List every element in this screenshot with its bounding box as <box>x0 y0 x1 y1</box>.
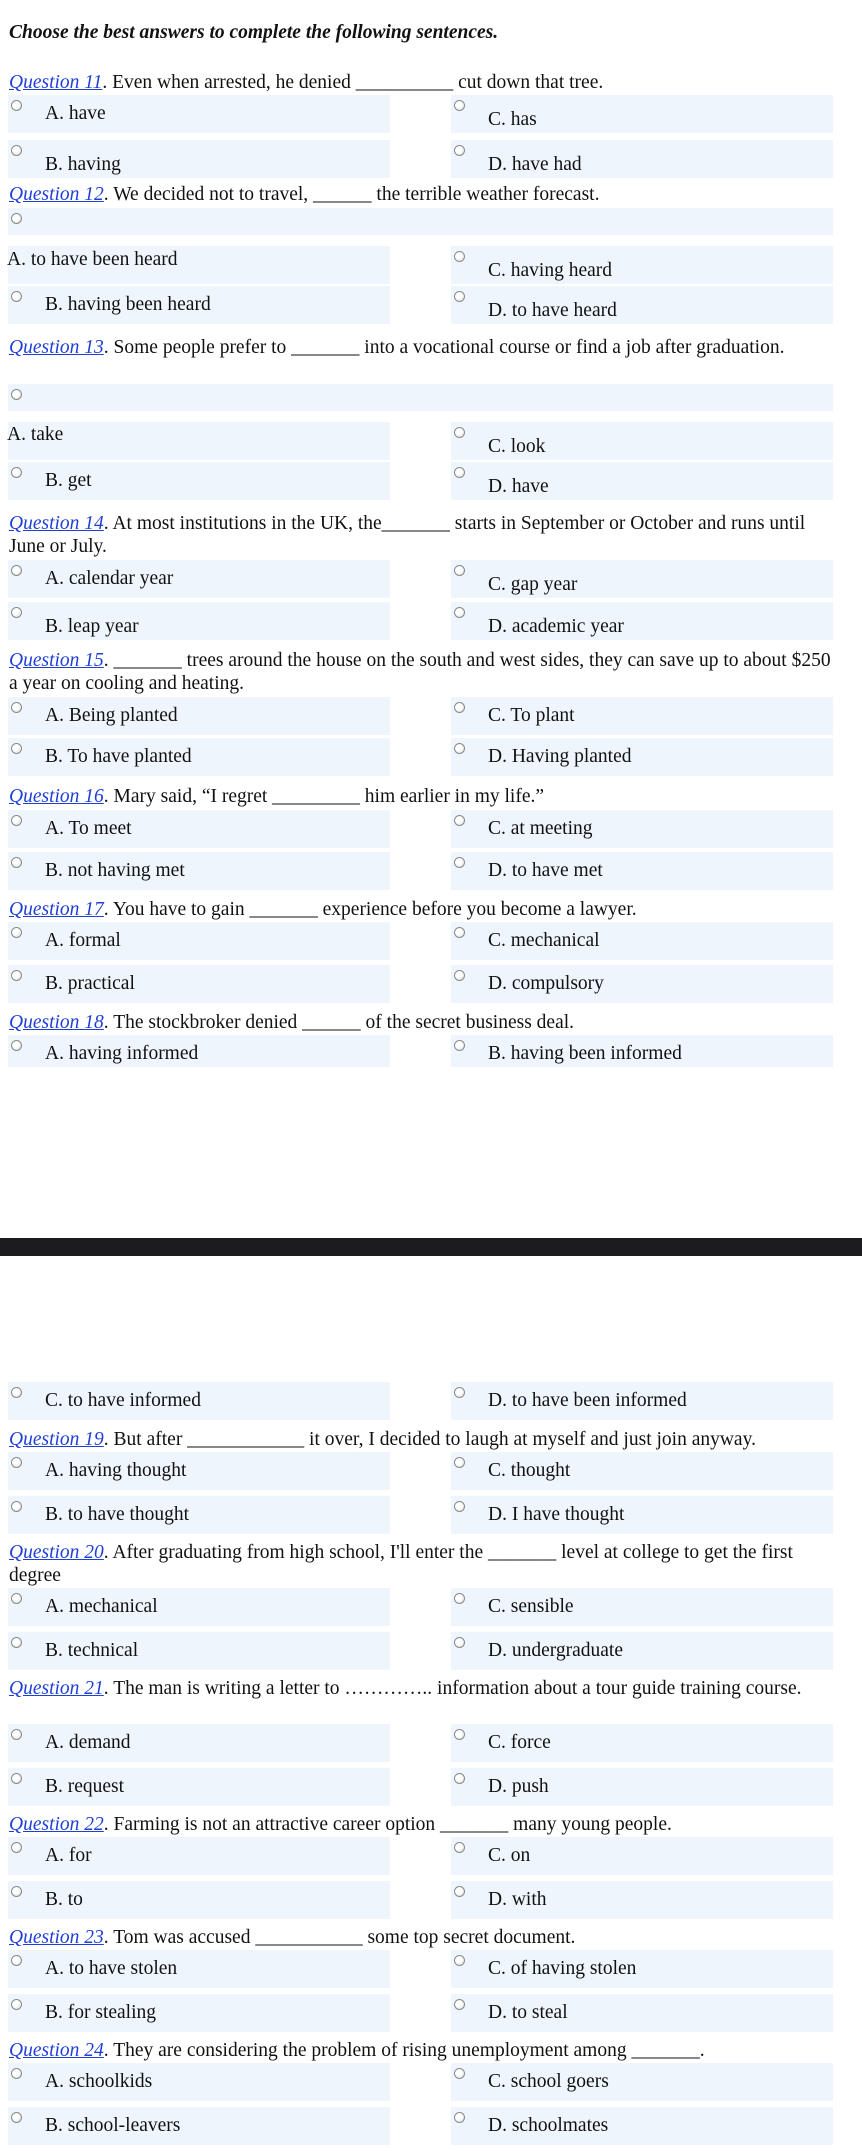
question-15-link[interactable]: Question 15 <box>9 650 104 671</box>
question-16 <box>9 785 839 808</box>
radio-19b[interactable] <box>11 1501 22 1512</box>
option-19d[interactable] <box>451 1496 833 1534</box>
option-14a[interactable] <box>8 560 390 598</box>
option-19a[interactable] <box>8 1452 390 1490</box>
option-18c-label: C. to have informed <box>45 1390 201 1411</box>
question-12-text: . We decided not to travel, ______ the terrible weather forecast. <box>103 184 600 205</box>
radio-17c[interactable] <box>454 927 465 938</box>
question-14 <box>9 512 839 558</box>
radio-14a[interactable] <box>11 565 22 576</box>
option-11d-label: D. have had <box>488 154 582 175</box>
option-23a-label: A. to have stolen <box>45 1958 178 1979</box>
option-14d[interactable] <box>451 602 833 640</box>
radio-24c[interactable] <box>454 2068 465 2079</box>
option-16c[interactable] <box>451 810 833 848</box>
question-17-text: . You have to gain _______ experience before you become a lawyer. <box>103 899 637 920</box>
radio-18d[interactable] <box>454 1387 465 1398</box>
question-12-link[interactable]: Question 12 <box>9 184 104 205</box>
option-22a-label: A. for <box>45 1845 92 1866</box>
radio-13c[interactable] <box>454 427 465 438</box>
radio-18c[interactable] <box>11 1387 22 1398</box>
option-23a[interactable] <box>8 1950 390 1988</box>
option-13d[interactable] <box>451 462 833 500</box>
option-13b-label: B. get <box>45 470 92 491</box>
radio-13d[interactable] <box>454 467 465 478</box>
radio-19c[interactable] <box>454 1457 465 1468</box>
radio-22a[interactable] <box>11 1842 22 1853</box>
radio-21c[interactable] <box>454 1729 465 1740</box>
option-17a[interactable] <box>8 922 390 960</box>
question-17 <box>9 898 839 921</box>
radio-20d[interactable] <box>454 1637 465 1648</box>
radio-15c[interactable] <box>454 702 465 713</box>
option-23c-label: C. of having stolen <box>488 1958 637 1979</box>
question-18-link[interactable]: Question 18 <box>9 1012 104 1033</box>
radio-19a[interactable] <box>11 1457 22 1468</box>
option-20c[interactable] <box>451 1588 833 1626</box>
option-24d[interactable] <box>451 2107 833 2145</box>
radio-20c[interactable] <box>454 1593 465 1604</box>
option-14a-label: A. calendar year <box>45 568 174 589</box>
option-12b-label: B. having been heard <box>45 294 211 315</box>
option-17d[interactable] <box>451 965 833 1003</box>
option-20b[interactable] <box>8 1632 390 1670</box>
question-18 <box>9 1011 839 1034</box>
question-17-link[interactable]: Question 17 <box>9 899 104 920</box>
question-11 <box>9 71 839 94</box>
radio-17d[interactable] <box>454 970 465 981</box>
option-22b[interactable] <box>8 1881 390 1919</box>
option-12a-row[interactable] <box>8 246 390 284</box>
question-19-link[interactable]: Question 19 <box>9 1429 104 1450</box>
radio-14d[interactable] <box>454 607 465 618</box>
option-24a-label: A. schoolkids <box>45 2071 153 2092</box>
option-12d[interactable] <box>451 286 833 324</box>
option-18d-label: D. to have been informed <box>488 1390 687 1411</box>
radio-22b[interactable] <box>11 1886 22 1897</box>
option-23c[interactable] <box>451 1950 833 1988</box>
option-11a-label: A. have <box>45 103 106 124</box>
question-15-text: . _______ trees around the house on the south and west sides, they can save up to about $250 a year on cooling and heating. <box>9 650 831 694</box>
option-21a-label: A. demand <box>45 1732 131 1753</box>
question-23 <box>9 1926 839 1949</box>
radio-11c[interactable] <box>454 100 465 111</box>
radio-11b[interactable] <box>11 145 22 156</box>
option-22b-label: B. to <box>45 1889 83 1910</box>
radio-12b[interactable] <box>11 291 22 302</box>
option-13d-label: D. have <box>488 476 549 497</box>
radio-13a[interactable] <box>11 389 22 400</box>
option-15d-label: D. Having planted <box>488 746 632 767</box>
question-21-link[interactable]: Question 21 <box>9 1678 104 1699</box>
question-22-text: . Farming is not an attractive career option _______ many young people. <box>103 1814 672 1835</box>
question-20-text: . After graduating from high school, I'll enter the _______ level at college to get the first degree <box>9 1542 793 1586</box>
option-21b-label: B. request <box>45 1776 125 1797</box>
radio-20a[interactable] <box>11 1593 22 1604</box>
radio-15a[interactable] <box>11 702 22 713</box>
option-15d[interactable] <box>451 738 833 776</box>
option-15b-label: B. To have planted <box>45 746 192 767</box>
option-16b-label: B. not having met <box>45 860 185 881</box>
radio-14b[interactable] <box>11 607 22 618</box>
option-11d[interactable] <box>451 140 833 178</box>
option-13a[interactable] <box>8 384 833 411</box>
question-13-text: . Some people prefer to _______ into a vocational course or find a job after graduation. <box>103 337 785 358</box>
radio-12c[interactable] <box>454 251 465 262</box>
question-14-link[interactable]: Question 14 <box>9 513 104 534</box>
question-24-link[interactable]: Question 24 <box>9 2040 104 2061</box>
option-15a[interactable] <box>8 697 390 735</box>
option-15b[interactable] <box>8 738 390 776</box>
option-20c-label: C. sensible <box>488 1596 574 1617</box>
radio-23c[interactable] <box>454 1955 465 1966</box>
radio-22c[interactable] <box>454 1842 465 1853</box>
radio-18b[interactable] <box>454 1040 465 1051</box>
question-21 <box>9 1677 839 1700</box>
question-11-text: . Even when arrested, he denied __________ cut down that tree. <box>102 72 604 93</box>
option-19b-label: B. to have thought <box>45 1504 190 1525</box>
option-19b[interactable] <box>8 1496 390 1534</box>
radio-16d[interactable] <box>454 857 465 868</box>
option-21c-label: C. force <box>488 1732 551 1753</box>
option-11a[interactable] <box>8 95 390 133</box>
radio-15d[interactable] <box>454 743 465 754</box>
option-18b[interactable] <box>451 1035 833 1067</box>
radio-11d[interactable] <box>454 145 465 156</box>
question-11-link[interactable]: Question 11 <box>9 72 103 93</box>
option-19c-label: C. thought <box>488 1460 571 1481</box>
option-22d-label: D. with <box>488 1889 547 1910</box>
option-21a[interactable] <box>8 1724 390 1762</box>
radio-24a[interactable] <box>11 2068 22 2079</box>
option-24d-label: D. schoolmates <box>488 2115 609 2136</box>
option-11b[interactable] <box>8 140 390 178</box>
option-11b-label: B. having <box>45 154 121 175</box>
option-21c[interactable] <box>451 1724 833 1762</box>
question-24 <box>9 2039 839 2062</box>
option-17b-label: B. practical <box>45 973 135 994</box>
option-22c[interactable] <box>451 1837 833 1875</box>
radio-22d[interactable] <box>454 1886 465 1897</box>
option-17c-label: C. mechanical <box>488 930 600 951</box>
radio-21b[interactable] <box>11 1773 22 1784</box>
option-24c[interactable] <box>451 2063 833 2101</box>
question-23-text: . Tom was accused ___________ some top secret document. <box>103 1927 576 1948</box>
radio-23d[interactable] <box>454 1999 465 2010</box>
radio-23a[interactable] <box>11 1955 22 1966</box>
option-18c[interactable] <box>8 1382 390 1420</box>
option-13a-row[interactable] <box>8 422 390 460</box>
radio-21a[interactable] <box>11 1729 22 1740</box>
option-11c-label: C. has <box>488 109 537 130</box>
question-13-link[interactable]: Question 13 <box>9 337 104 358</box>
option-23d[interactable] <box>451 1994 833 2032</box>
question-14-text: . At most institutions in the UK, the_______ starts in September or October and runs until June or July. <box>9 513 806 557</box>
option-12a[interactable] <box>8 208 833 235</box>
option-12a-label: A. to have been heard <box>7 249 178 270</box>
option-23b-label: B. for stealing <box>45 2002 157 2023</box>
option-14d-label: D. academic year <box>488 616 624 637</box>
option-20b-label: B. technical <box>45 1640 139 1661</box>
option-24b-label: B. school-leavers <box>45 2115 181 2136</box>
radio-13b[interactable] <box>11 467 22 478</box>
option-20d-label: D. undergraduate <box>488 1640 624 1661</box>
radio-21d[interactable] <box>454 1773 465 1784</box>
question-13 <box>9 336 839 359</box>
radio-16b[interactable] <box>11 857 22 868</box>
radio-18a[interactable] <box>11 1040 22 1051</box>
question-15 <box>9 649 839 695</box>
option-18a[interactable] <box>8 1035 390 1067</box>
option-17c[interactable] <box>451 922 833 960</box>
question-18-text: . The stockbroker denied ______ of the secret business deal. <box>103 1012 575 1033</box>
option-19d-label: D. I have thought <box>488 1504 625 1525</box>
option-15a-label: A. Being planted <box>45 705 178 726</box>
option-16d-label: D. to have met <box>488 860 603 881</box>
question-22-link[interactable]: Question 22 <box>9 1814 104 1835</box>
question-22 <box>9 1813 839 1836</box>
option-23b[interactable] <box>8 1994 390 2032</box>
page-break-divider <box>0 1238 862 1256</box>
option-12d-label: D. to have heard <box>488 300 617 321</box>
radio-23b[interactable] <box>11 1999 22 2010</box>
option-22a[interactable] <box>8 1837 390 1875</box>
option-20a[interactable] <box>8 1588 390 1626</box>
option-18d[interactable] <box>451 1382 833 1420</box>
option-12b[interactable] <box>8 286 390 324</box>
option-17a-label: A. formal <box>45 930 121 951</box>
option-13b[interactable] <box>8 462 390 500</box>
question-19-text: . But after ____________ it over, I decided to laugh at myself and just join anyway. <box>103 1429 756 1450</box>
option-14b-label: B. leap year <box>45 616 139 637</box>
option-22d[interactable] <box>451 1881 833 1919</box>
option-24a[interactable] <box>8 2063 390 2101</box>
option-16d[interactable] <box>451 852 833 890</box>
question-20 <box>9 1541 839 1587</box>
option-18b-label: B. having been informed <box>488 1043 682 1064</box>
option-17d-label: D. compulsory <box>488 973 604 994</box>
radio-12d[interactable] <box>454 291 465 302</box>
option-17b[interactable] <box>8 965 390 1003</box>
radio-24b[interactable] <box>11 2112 22 2123</box>
question-12 <box>9 183 839 206</box>
instructions-title: Choose the best answers to complete the following sentences. <box>9 22 499 43</box>
radio-11a[interactable] <box>11 100 22 111</box>
option-21b[interactable] <box>8 1768 390 1806</box>
question-23-link[interactable]: Question 23 <box>9 1927 104 1948</box>
radio-16a[interactable] <box>11 815 22 826</box>
option-24b[interactable] <box>8 2107 390 2145</box>
option-15c[interactable] <box>451 697 833 735</box>
option-22c-label: C. on <box>488 1845 531 1866</box>
radio-20b[interactable] <box>11 1637 22 1648</box>
option-20d[interactable] <box>451 1632 833 1670</box>
radio-12a[interactable] <box>11 213 22 224</box>
radio-24d[interactable] <box>454 2112 465 2123</box>
option-14c[interactable] <box>451 560 833 598</box>
option-12c-label: C. having heard <box>488 260 613 281</box>
question-19 <box>9 1428 839 1451</box>
radio-16c[interactable] <box>454 815 465 826</box>
option-18a-label: A. having informed <box>45 1043 199 1064</box>
option-16c-label: C. at meeting <box>488 818 593 839</box>
radio-17a[interactable] <box>11 927 22 938</box>
question-21-text: . The man is writing a letter to ………….. information about a tour guide training course. <box>103 1678 802 1699</box>
question-16-link[interactable]: Question 16 <box>9 786 104 807</box>
option-15c-label: C. To plant <box>488 705 575 726</box>
option-23d-label: D. to steal <box>488 2002 568 2023</box>
option-21d[interactable] <box>451 1768 833 1806</box>
question-24-text: . They are considering the problem of rising unemployment among _______. <box>103 2040 705 2061</box>
option-13c[interactable] <box>451 422 833 460</box>
option-16b[interactable] <box>8 852 390 890</box>
option-16a-label: A. To meet <box>45 818 132 839</box>
option-19a-label: A. having thought <box>45 1460 187 1481</box>
option-14c-label: C. gap year <box>488 574 578 595</box>
option-11c[interactable] <box>451 95 833 133</box>
option-24c-label: C. school goers <box>488 2071 609 2092</box>
option-21d-label: D. push <box>488 1776 549 1797</box>
question-20-link[interactable]: Question 20 <box>9 1542 104 1563</box>
question-16-text: . Mary said, “I regret _________ him earlier in my life.” <box>103 786 545 807</box>
option-16a[interactable] <box>8 810 390 848</box>
option-12c[interactable] <box>451 246 833 284</box>
radio-15b[interactable] <box>11 743 22 754</box>
radio-14c[interactable] <box>454 565 465 576</box>
option-20a-label: A. mechanical <box>45 1596 158 1617</box>
option-19c[interactable] <box>451 1452 833 1490</box>
option-14b[interactable] <box>8 602 390 640</box>
radio-19d[interactable] <box>454 1501 465 1512</box>
option-13a-label: A. take <box>7 424 64 445</box>
option-13c-label: C. look <box>488 436 546 457</box>
radio-17b[interactable] <box>11 970 22 981</box>
